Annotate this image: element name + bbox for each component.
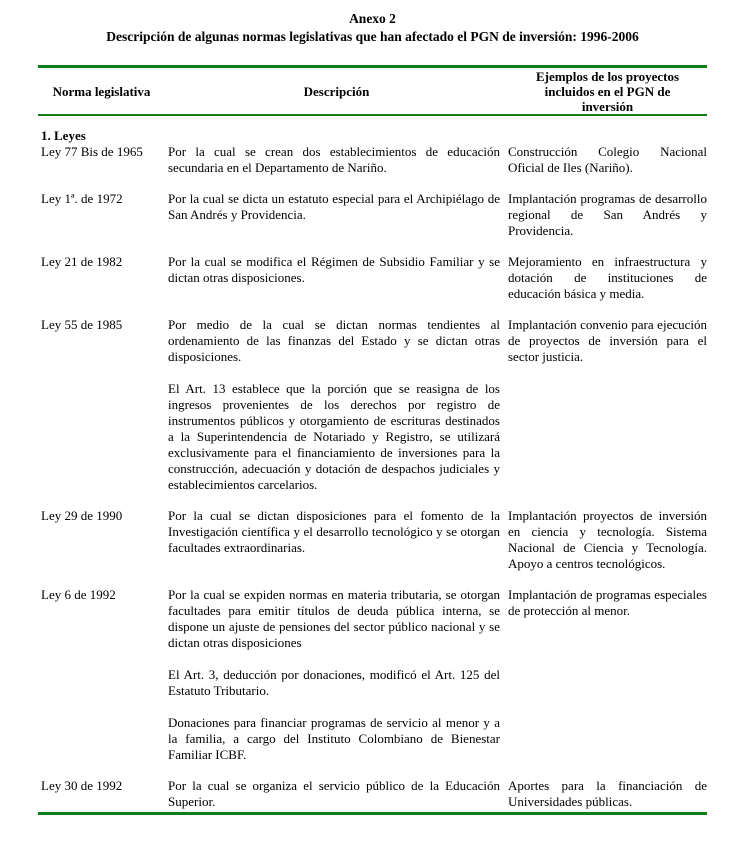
legislation-table <box>38 65 707 815</box>
table-body <box>38 116 707 810</box>
norma-cell <box>38 144 165 176</box>
norma-cell <box>38 508 165 572</box>
paragraph: Por la cual se modifica el Régimen de Subsidio Familiar y se dictan otras disposiciones. <box>168 254 500 285</box>
paragraph: El Art. 3, deducción por donaciones, modificó el Art. 125 del Estatuto Tributario. <box>168 667 500 698</box>
descripcion-cell <box>165 778 508 810</box>
page-title: Anexo 2 <box>349 11 396 26</box>
ejemplos-cell <box>508 317 707 493</box>
descripcion-cell <box>165 144 508 176</box>
descripcion-cell <box>165 508 508 572</box>
paragraph: Ley 77 Bis de 1965 <box>41 144 143 159</box>
ejemplos-cell <box>508 254 707 302</box>
paragraph: Mejoramiento en infraestructura y dotación de instituciones de educación básica y media. <box>508 254 707 301</box>
table-row <box>38 254 707 302</box>
table-row <box>38 508 707 572</box>
paragraph: Por la cual se crean dos establecimientos de educación secundaria en el Departamento de Nariño. <box>168 144 500 175</box>
table-row <box>38 778 707 810</box>
table-bottom-rule <box>38 812 707 815</box>
paragraph: Ley 55 de 1985 <box>41 317 123 332</box>
paragraph: El Art. 13 establece que la porción que se reasigna de los ingresos provenientes de los derechos por registro de instrumentos públicos y otorgamiento de escrituras destinados a la Superintendencia de Notariado y Registro, se utilizará exclusivamente para el financiamiento de inversiones para la construcción, adecuación y dotación de despachos judiciales y establecimientos carcelarios. <box>168 381 500 492</box>
ejemplos-cell <box>508 778 707 810</box>
paragraph: Implantación programas de desarrollo regional de San Andrés y Providencia. <box>508 191 707 238</box>
column-header-ejemplos: Ejemplos de los proyectos incluidos en el PGN de inversión <box>535 68 680 114</box>
table-row <box>38 587 707 763</box>
table-row <box>38 317 707 493</box>
paragraph: Implantación de programas especiales de protección al menor. <box>508 587 707 618</box>
ejemplos-cell <box>508 587 707 763</box>
norma-cell <box>38 254 165 302</box>
paragraph: Ley 29 de 1990 <box>41 508 123 523</box>
norma-cell <box>38 778 165 810</box>
paragraph: Por la cual se dicta un estatuto especial para el Archipiélago de San Andrés y Providencia. <box>168 191 500 222</box>
paragraph: Por la cual se organiza el servicio público de la Educación Superior. <box>168 778 500 809</box>
table-row <box>38 144 707 176</box>
paragraph: Aportes para la financiación de Universidades públicas. <box>508 778 707 809</box>
column-header-norma: Norma legislativa <box>52 83 151 99</box>
descripcion-cell <box>165 191 508 239</box>
ejemplos-cell <box>508 191 707 239</box>
paragraph: Ley 30 de 1992 <box>41 778 123 793</box>
ejemplos-cell <box>508 508 707 572</box>
table-row <box>38 191 707 239</box>
paragraph: Ley 21 de 1982 <box>41 254 123 269</box>
title-block <box>38 10 707 46</box>
paragraph: Construcción Colegio Nacional Oficial de Iles (Nariño). <box>508 144 707 175</box>
descripcion-cell <box>165 254 508 302</box>
paragraph: Por la cual se dictan disposiciones para el fomento de la Investigación científica y el desarrollo tecnológico y se otorgan facultades extraordinarias. <box>168 508 500 555</box>
norma-cell <box>38 191 165 239</box>
norma-cell <box>38 317 165 493</box>
paragraph: Ley 1ª. de 1972 <box>41 191 123 206</box>
norma-cell <box>38 587 165 763</box>
page-subtitle: Descripción de algunas normas legislativas que han afectado el PGN de inversión: 1996-2006 <box>106 29 639 44</box>
section-header-leyes: 1. Leyes <box>41 128 86 143</box>
paragraph: Implantación convenio para ejecución de proyectos de inversión para el sector justicia. <box>508 317 707 364</box>
descripcion-cell <box>165 317 508 493</box>
paragraph: Ley 6 de 1992 <box>41 587 116 602</box>
paragraph: Implantación proyectos de inversión en ciencia y tecnología. Sistema Nacional de Ciencia y Tecnología. Apoyo a centros tecnológicos. <box>508 508 707 571</box>
ejemplos-cell <box>508 144 707 176</box>
paragraph: Por medio de la cual se dictan normas tendientes al ordenamiento de las finanzas del Estado y se dictan otras disposiciones. <box>168 317 500 364</box>
descripcion-cell <box>165 587 508 763</box>
paragraph: Por la cual se expiden normas en materia tributaria, se otorgan facultades para emitir títulos de deuda pública interna, se dispone un ajuste de pensiones del sector público nacional y se dictan otras disposiciones <box>168 587 500 650</box>
table-header-row <box>38 68 707 114</box>
column-header-descripcion: Descripción <box>303 83 370 99</box>
paragraph: Donaciones para financiar programas de servicio al menor y a la familia, a cargo del Instituto Colombiano de Bienestar Familiar ICBF. <box>168 715 500 762</box>
